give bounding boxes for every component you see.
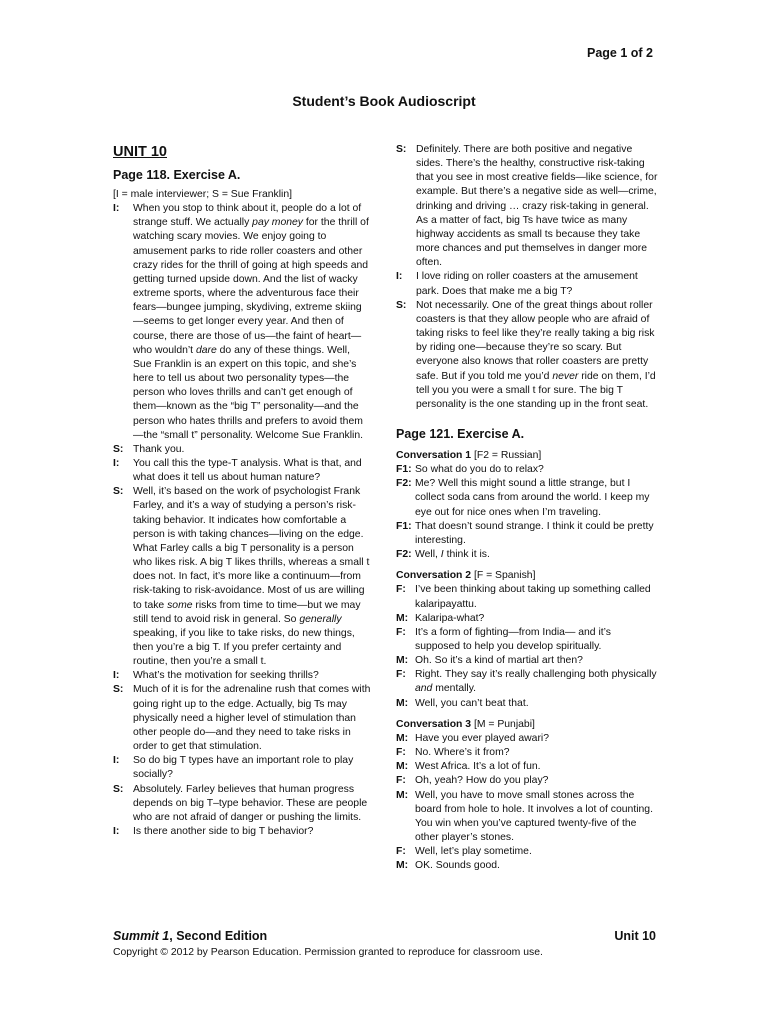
dialogue-line [113, 783, 371, 825]
dialogue-line [113, 457, 371, 485]
speaker-text: Me? Well this might sound a little strange, but I collect soda cans from around the world. I keep my eye out for nice ones when I’m traveling. [415, 478, 650, 518]
dialogue-right-continued [396, 143, 658, 412]
speaker-label: M: [396, 655, 409, 667]
footer-unit: Unit 10 [614, 929, 656, 943]
left-column [113, 143, 371, 839]
right-column [396, 143, 658, 874]
conversations [396, 449, 658, 874]
dialogue-line [396, 463, 658, 477]
exercise-heading-page-118: Page 118. Exercise A. [113, 168, 241, 182]
dialogue-line [396, 789, 658, 846]
speaker-label: S: [113, 486, 124, 498]
speaker-text: Right. They say it’s really challenging both physically and mentally. [415, 669, 657, 695]
dialogue-line [396, 774, 658, 788]
dialogue-line [396, 477, 658, 519]
dialogue-line [396, 859, 658, 873]
dialogue-line [396, 845, 658, 859]
speaker-label: I: [113, 826, 120, 838]
book-title-italic: Summit 1 [113, 929, 170, 943]
dialogue-left [113, 202, 371, 839]
speaker-text: OK. Sounds good. [415, 860, 500, 872]
speaker-text: Much of it is for the adrenaline rush that comes with going right up to the edge. Actually, big Ts may physically need a higher level of stimulation than other people do—and they need to take risks in order to get that stimulation. [133, 684, 371, 753]
speaker-text: So do big T types have an important role to play socially? [133, 755, 354, 781]
conversation-label: Conversation 1 [396, 449, 472, 461]
speaker-label: M: [396, 697, 409, 709]
dialogue-line [113, 202, 371, 443]
speaker-text: Not necessarily. One of the great things about roller coasters is that they allow people who are afraid of taking risks to feel like they’re really taking a big risk by riding one—because they’re so scary. But everyone also knows that roller coasters are pretty safe. But if you told me you’d never ride on them, I’d tell you you were a small t for sure. The big T personality is the one standing up in the front seat. [416, 299, 656, 410]
speaker-label: F2: [396, 549, 412, 561]
speaker-label: F1: [396, 520, 412, 532]
book-edition: , Second Edition [169, 929, 268, 943]
conversation-heading [396, 449, 658, 463]
speaker-label: F: [396, 584, 406, 596]
speaker-label: S: [113, 783, 124, 795]
speaker-label: M: [396, 761, 409, 773]
speaker-label: F: [396, 747, 406, 759]
dialogue-line [113, 443, 371, 457]
speaker-label: I: [113, 670, 120, 682]
speaker-text: Oh. So it’s a kind of martial art then? [415, 655, 583, 667]
speaker-label: I: [113, 457, 120, 469]
speaker-label: M: [396, 732, 409, 744]
speaker-text: Thank you. [133, 443, 185, 455]
copyright-notice: Copyright © 2012 by Pearson Education. Permission granted to reproduce for classroom use. [113, 947, 543, 958]
speaker-text: Have you ever played awari? [415, 732, 549, 744]
page-number: Page 1 of 2 [587, 46, 653, 60]
speaker-text: Well, it’s based on the work of psychologist Frank Farley, and it’s a way of studying a person’s risk-taking behavior. It indicates how comfortable a person is with taking chances—living on the edge. What Farley calls a big T personality is a person who likes risk. A big T likes thrills, whereas a small t does not. In fact, it’s more like a continuum—from risk-taking to risk-avoidance. Most of us are willing to take some risks from time to time—but we may still tend to avoid risk in general. So generally speaking, if you like to take risks, do new things, then you’re a big T. If you prefer certainty and routine, then you’re a small t. [133, 486, 370, 668]
speaker-label: S: [113, 684, 124, 696]
speaker-text: It’s a form of fighting—from India— and it’s supposed to help you develop spiritually. [415, 626, 611, 652]
speaker-label: F2: [396, 478, 412, 490]
speaker-label: S: [396, 299, 407, 311]
speaker-label: F1: [396, 464, 412, 476]
speaker-label: I: [396, 271, 403, 283]
conversation-heading [396, 569, 658, 583]
speaker-text: Absolutely. Farley believes that human progress depends on big T–type behavior. These are people who are not afraid of danger or pushing the limits. [133, 783, 368, 823]
dialogue-line [396, 668, 658, 696]
dialogue-line [396, 612, 658, 626]
dialogue-line [113, 825, 371, 839]
speaker-text: Definitely. There are both positive and negative sides. There’s the healthy, constructive risk-taking that you see in most creative fields—like science, for example. But there’s a negative side as well—crime, drinking and driving … crazy risk-taking in general. As a matter of fact, big Ts have twice as many highway accidents as small ts because they take more chances and put themselves in danger more often. [416, 144, 658, 269]
speaker-text: Kalaripa-what? [415, 612, 485, 624]
speaker-label: F: [396, 775, 406, 787]
conversation-3 [396, 718, 658, 874]
conversation-note: [F = Spanish] [471, 570, 536, 582]
speaker-label: I: [113, 755, 120, 767]
speaker-label: I: [113, 203, 120, 215]
exercise-heading-page-121: Page 121. Exercise A. [396, 426, 525, 441]
speaker-text: That doesn’t sound strange. I think it could be pretty interesting. [415, 520, 654, 546]
conversation-label: Conversation 3 [396, 718, 472, 730]
dialogue-line [113, 485, 371, 669]
dialogue-line [396, 732, 658, 746]
speaker-text: West Africa. It’s a lot of fun. [415, 761, 541, 773]
speaker-text: When you stop to think about it, people do a lot of strange stuff. We actually pay money for the thrill of watching scary movies. We enjoy going to amusement parks to ride roller coasters and other crazy rides for the thrill of going at high speeds and getting turned upside down. And the list of wacky extreme sports, where the adventurous face their fears—bungee jumping, skydiving, extreme skiing—seems to get longer every year. And then of course, there are those of us—the faint of heart—who wouldn’t dare do any of these things. Well, Sue Franklin is an expert on this topic, and she’s here to tell us about two personality types—the person who loves thrills and can’t get enough of them—known as the “big T” personality—and the person who hates thrills and prefers to avoid them—the “small t” personality. Welcome Sue Franklin. [133, 203, 369, 441]
speaker-text: Is there another side to big T behavior? [133, 826, 314, 838]
dialogue-line [113, 683, 371, 754]
speaker-label: S: [396, 144, 407, 155]
dialogue-line [113, 754, 371, 782]
speaker-text: No. Where’s it from? [415, 747, 510, 759]
conversation-note: [M = Punjabi] [471, 718, 535, 730]
dialogue-line [396, 583, 658, 611]
document-title: Student’s Book Audioscript [292, 93, 476, 109]
conversation-2 [396, 569, 658, 711]
conversation-heading [396, 718, 658, 732]
speaker-text: Well, let’s play sometime. [415, 846, 532, 858]
dialogue-line [113, 669, 371, 683]
speaker-text: Well, I think it is. [415, 549, 490, 561]
dialogue-line [396, 143, 658, 270]
speaker-text: So what do you do to relax? [415, 464, 544, 476]
dialogue-line [396, 746, 658, 760]
speaker-text: You call this the type-T analysis. What is that, and what does it tell us about human nature? [133, 457, 362, 484]
speaker-text: Oh, yeah? How do you play? [415, 775, 549, 787]
footer-book-title [113, 929, 267, 943]
speaker-text: I’ve been thinking about taking up something called kalaripayattu. [415, 584, 651, 610]
speaker-label: M: [396, 789, 409, 801]
dialogue-line [396, 548, 658, 562]
dialogue-line [396, 654, 658, 668]
speaker-text: Well, you can’t beat that. [415, 697, 529, 709]
speaker-label: F: [396, 846, 406, 858]
speaker-label: F: [396, 669, 406, 681]
conversation-label: Conversation 2 [396, 570, 472, 582]
conversation-1 [396, 449, 658, 562]
dialogue-line [396, 270, 658, 298]
speaker-label: M: [396, 860, 409, 872]
dialogue-line [396, 760, 658, 774]
speaker-text: I love riding on roller coasters at the amusement park. Does that make me a big T? [416, 271, 638, 297]
dialogue-line [396, 697, 658, 711]
speaker-key-note: [I = male interviewer; S = Sue Franklin] [113, 189, 293, 200]
unit-heading: UNIT 10 [113, 144, 167, 160]
dialogue-line [396, 520, 658, 548]
speaker-label: F: [396, 626, 406, 638]
speaker-text: Well, you have to move small stones across the board from hole to hole. It involves a lot of counting. You win when you’ve captured twenty-five of the other player’s stones. [415, 789, 653, 844]
speaker-label: M: [396, 612, 409, 624]
dialogue-line [396, 626, 658, 654]
speaker-text: What’s the motivation for seeking thrills? [133, 670, 319, 682]
dialogue-line [396, 299, 658, 412]
speaker-label: S: [113, 443, 124, 455]
conversation-note: [F2 = Russian] [471, 449, 542, 461]
